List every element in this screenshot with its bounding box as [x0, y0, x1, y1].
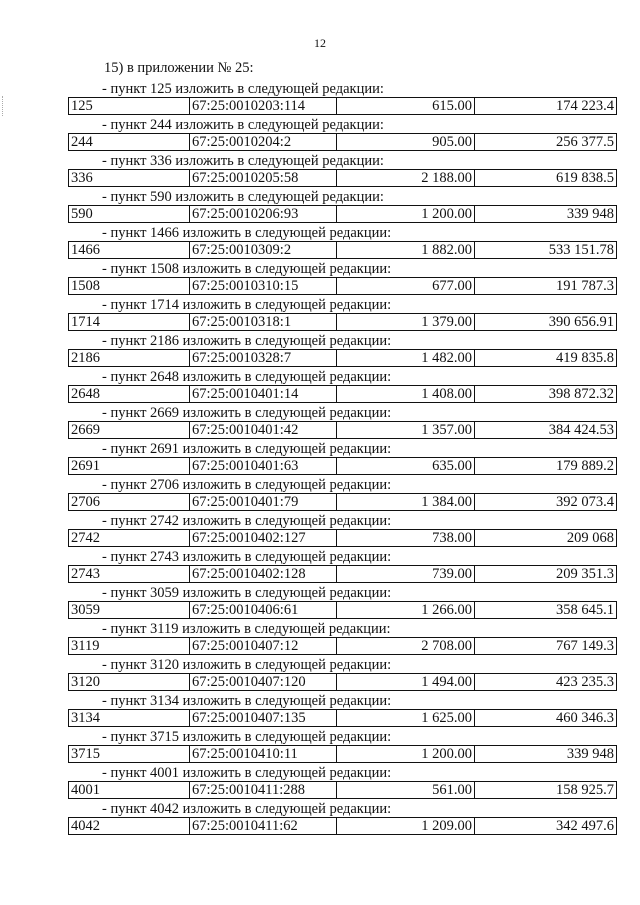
cell-cadastral-number: 67:25:0010407:135 [190, 710, 337, 726]
amendment-instruction: - пункт 1508 изложить в следующей редакции: [102, 261, 392, 277]
cell-cadastral-value: 398 872.32 [548, 386, 614, 402]
cell-area: 615.00 [337, 98, 475, 114]
table-row [68, 673, 617, 691]
cell-area: 1 200.00 [337, 206, 475, 222]
cell-cadastral-value: 191 787.3 [556, 278, 614, 294]
cell-cadastral-value: 390 656.91 [548, 314, 614, 330]
table-row [68, 241, 617, 259]
cell-item-number: 4042 [69, 818, 190, 834]
cell-item-number: 2669 [69, 422, 190, 438]
table-row [68, 781, 617, 799]
cell-item-number: 2691 [69, 458, 190, 474]
cell-cadastral-number: 67:25:0010401:79 [190, 494, 337, 510]
cell-cadastral-value: 419 835.8 [556, 350, 614, 366]
cell-cadastral-number: 67:25:0010309:2 [190, 242, 337, 258]
cell-cadastral-value: 256 377.5 [556, 134, 614, 150]
amendment-entry [0, 620, 640, 656]
table-row [68, 133, 617, 151]
table-row [68, 637, 617, 655]
cell-cadastral-number: 67:25:0010411:62 [190, 818, 337, 834]
cell-cadastral-number: 67:25:0010401:42 [190, 422, 337, 438]
amendment-entry [0, 116, 640, 152]
amendment-entry [0, 404, 640, 440]
amendment-instruction: - пункт 2669 изложить в следующей редакции: [102, 405, 392, 421]
amendment-entry [0, 224, 640, 260]
cell-cadastral-value: 209 068 [566, 530, 614, 546]
cell-cadastral-number: 67:25:0010204:2 [190, 134, 337, 150]
cell-item-number: 125 [69, 98, 190, 114]
cell-cadastral-value: 384 424.53 [548, 422, 614, 438]
cell-item-number: 3715 [69, 746, 190, 762]
page-number: 12 [314, 36, 326, 50]
amendment-instruction: - пункт 2186 изложить в следующей редакции: [102, 333, 392, 349]
table-row [68, 817, 617, 835]
amendment-instruction: - пункт 125 изложить в следующей редакции: [102, 81, 384, 97]
amendment-entry [0, 548, 640, 584]
cell-cadastral-number: 67:25:0010402:127 [190, 530, 337, 546]
cell-cadastral-value: 158 925.7 [556, 782, 614, 798]
cell-item-number: 244 [69, 134, 190, 150]
amendment-entry [0, 584, 640, 620]
amendment-entry [0, 80, 640, 116]
cell-cadastral-value: 209 351.3 [556, 566, 614, 582]
cell-area: 1 384.00 [337, 494, 475, 510]
amendment-instruction: - пункт 2648 изложить в следующей редакции: [102, 369, 392, 385]
cell-cadastral-number: 67:25:0010411:288 [190, 782, 337, 798]
cell-cadastral-value: 423 235.3 [556, 674, 614, 690]
cell-item-number: 1508 [69, 278, 190, 294]
cell-cadastral-value: 358 645.1 [556, 602, 614, 618]
table-row [68, 457, 617, 475]
cell-cadastral-number: 67:25:0010205:58 [190, 170, 337, 186]
table-row [68, 277, 617, 295]
cell-cadastral-value: 339 948 [566, 746, 614, 762]
cell-cadastral-value: 460 346.3 [556, 710, 614, 726]
cell-area: 1 200.00 [337, 746, 475, 762]
cell-item-number: 1466 [69, 242, 190, 258]
cell-area: 1 625.00 [337, 710, 475, 726]
cell-cadastral-number: 67:25:0010318:1 [190, 314, 337, 330]
table-row [68, 97, 617, 115]
table-row [68, 205, 617, 223]
cell-cadastral-number: 67:25:0010401:63 [190, 458, 337, 474]
cell-area: 739.00 [337, 566, 475, 582]
amendment-instruction: - пункт 3120 изложить в следующей редакции: [102, 657, 392, 673]
cell-area: 635.00 [337, 458, 475, 474]
amendment-entry [0, 368, 640, 404]
cell-area: 1 882.00 [337, 242, 475, 258]
cell-area: 561.00 [337, 782, 475, 798]
table-row [68, 745, 617, 763]
amendment-entry [0, 656, 640, 692]
cell-item-number: 3134 [69, 710, 190, 726]
table-row [68, 601, 617, 619]
cell-area: 1 494.00 [337, 674, 475, 690]
amendment-entry [0, 260, 640, 296]
cell-item-number: 4001 [69, 782, 190, 798]
cell-cadastral-number: 67:25:0010203:114 [190, 98, 337, 114]
cell-item-number: 3059 [69, 602, 190, 618]
cell-cadastral-value: 342 497.6 [556, 818, 614, 834]
table-row [68, 385, 617, 403]
amendment-entry [0, 152, 640, 188]
cell-area: 905.00 [337, 134, 475, 150]
cell-area: 2 708.00 [337, 638, 475, 654]
amendment-instruction: - пункт 590 изложить в следующей редакции: [102, 189, 384, 205]
amendment-instruction: - пункт 3119 изложить в следующей редакции: [102, 621, 391, 637]
cell-item-number: 590 [69, 206, 190, 222]
cell-cadastral-number: 67:25:0010402:128 [190, 566, 337, 582]
cell-area: 1 408.00 [337, 386, 475, 402]
cell-area: 1 266.00 [337, 602, 475, 618]
cell-cadastral-value: 767 149.3 [556, 638, 614, 654]
amendment-entry [0, 188, 640, 224]
cell-cadastral-number: 67:25:0010328:7 [190, 350, 337, 366]
amendment-instruction: - пункт 3134 изложить в следующей редакции: [102, 693, 392, 709]
amendment-entry [0, 332, 640, 368]
cell-cadastral-value: 392 073.4 [556, 494, 614, 510]
cell-item-number: 1714 [69, 314, 190, 330]
amendment-instruction: - пункт 1714 изложить в следующей редакции: [102, 297, 392, 313]
amendment-entry [0, 512, 640, 548]
cell-area: 1 379.00 [337, 314, 475, 330]
table-row [68, 421, 617, 439]
cell-item-number: 2648 [69, 386, 190, 402]
amendment-instruction: - пункт 2691 изложить в следующей редакции: [102, 441, 392, 457]
cell-cadastral-number: 67:25:0010410:11 [190, 746, 337, 762]
table-row [68, 709, 617, 727]
cell-area: 1 209.00 [337, 818, 475, 834]
amendment-entry [0, 764, 640, 800]
cell-item-number: 3120 [69, 674, 190, 690]
cell-item-number: 2742 [69, 530, 190, 546]
table-row [68, 493, 617, 511]
cell-cadastral-number: 67:25:0010407:120 [190, 674, 337, 690]
cell-item-number: 2186 [69, 350, 190, 366]
cell-cadastral-value: 619 838.5 [556, 170, 614, 186]
amendment-instruction: - пункт 3059 изложить в следующей редакции: [102, 585, 392, 601]
amendment-entry [0, 728, 640, 764]
cell-cadastral-number: 67:25:0010401:14 [190, 386, 337, 402]
amendment-instruction: - пункт 2742 изложить в следующей редакции: [102, 513, 392, 529]
amendment-entry [0, 476, 640, 512]
amendment-entry [0, 440, 640, 476]
table-row [68, 169, 617, 187]
cell-cadastral-value: 179 889.2 [556, 458, 614, 474]
cell-cadastral-value: 174 223.4 [556, 98, 614, 114]
table-row [68, 565, 617, 583]
amendment-instruction: - пункт 244 изложить в следующей редакции: [102, 117, 384, 133]
table-row [68, 313, 617, 331]
cell-area: 738.00 [337, 530, 475, 546]
cell-item-number: 336 [69, 170, 190, 186]
cell-area: 2 188.00 [337, 170, 475, 186]
cell-item-number: 2743 [69, 566, 190, 582]
amendment-instruction: - пункт 2706 изложить в следующей редакции: [102, 477, 392, 493]
amendment-entry [0, 800, 640, 836]
cell-item-number: 3119 [69, 638, 190, 654]
cell-cadastral-value: 339 948 [566, 206, 614, 222]
cell-cadastral-number: 67:25:0010206:93 [190, 206, 337, 222]
amendment-instruction: - пункт 4042 изложить в следующей редакции: [102, 801, 392, 817]
cell-cadastral-value: 533 151.78 [548, 242, 614, 258]
entries-list [0, 80, 640, 836]
amendment-entry [0, 692, 640, 728]
amendment-instruction: - пункт 3715 изложить в следующей редакции: [102, 729, 392, 745]
amendment-instruction: - пункт 4001 изложить в следующей редакции: [102, 765, 392, 781]
amendment-instruction: - пункт 1466 изложить в следующей редакции: [102, 225, 392, 241]
amendment-instruction: - пункт 2743 изложить в следующей редакции: [102, 549, 392, 565]
section-heading: 15) в приложении № 25: [104, 60, 254, 76]
cell-cadastral-number: 67:25:0010407:12 [190, 638, 337, 654]
cell-cadastral-number: 67:25:0010406:61 [190, 602, 337, 618]
cell-cadastral-number: 67:25:0010310:15 [190, 278, 337, 294]
cell-area: 677.00 [337, 278, 475, 294]
cell-area: 1 357.00 [337, 422, 475, 438]
cell-area: 1 482.00 [337, 350, 475, 366]
amendment-instruction: - пункт 336 изложить в следующей редакции: [102, 153, 384, 169]
table-row [68, 529, 617, 547]
amendment-entry [0, 296, 640, 332]
cell-item-number: 2706 [69, 494, 190, 510]
table-row [68, 349, 617, 367]
